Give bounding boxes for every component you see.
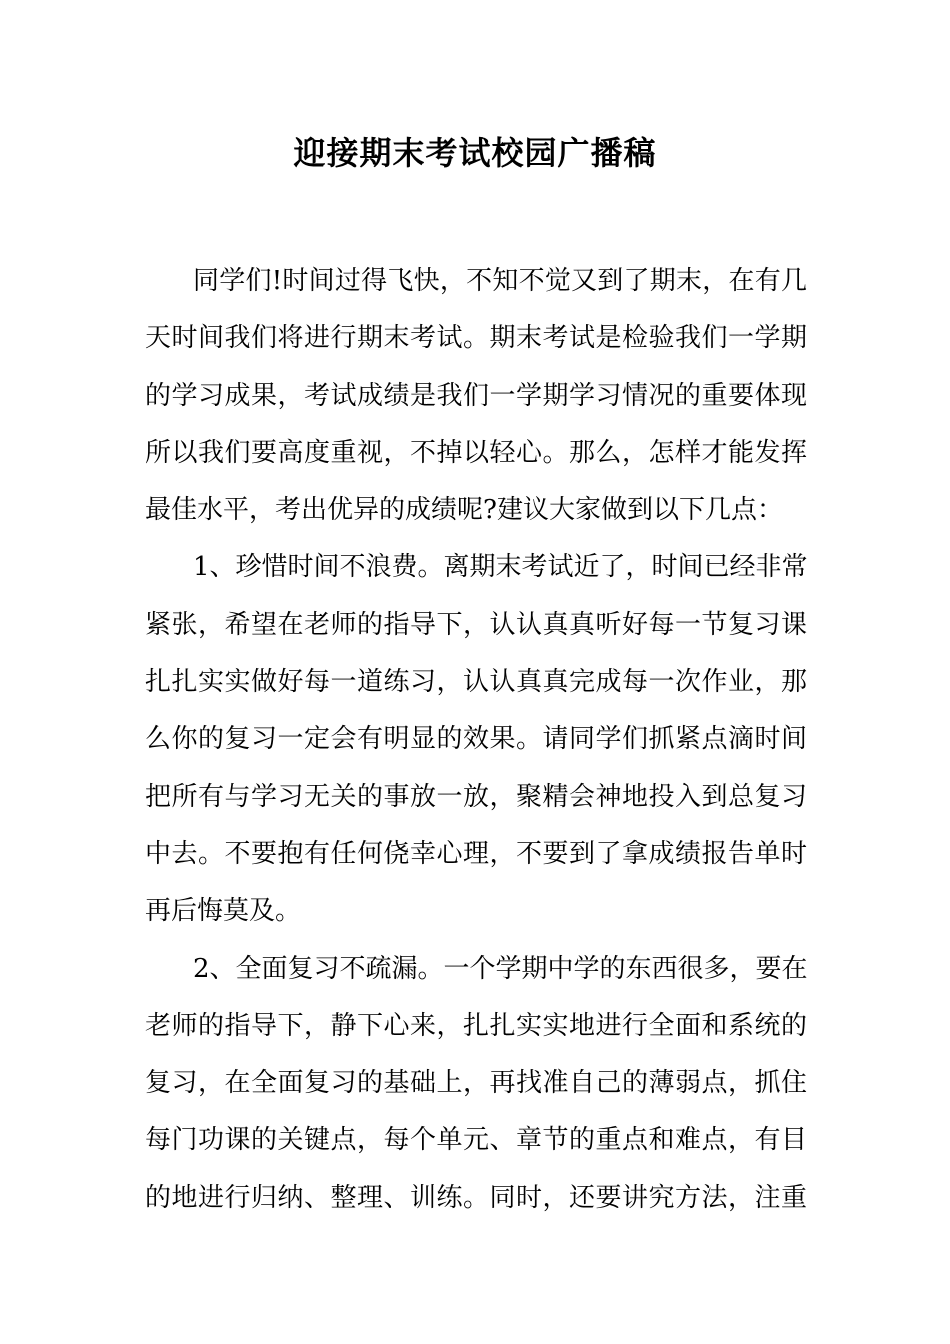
text-line: 么你的复习一定会有明显的效果。请同学们抓紧点滴时间 (145, 724, 807, 755)
text-line: 2、全面复习不疏漏。一个学期中学的东西很多，要在 (193, 953, 808, 984)
text-line: 同学们!时间过得飞快，不知不觉又到了期末，在有几 (193, 266, 807, 296)
text-line: 复习，在全面复习的基础上，再找准自己的薄弱点，抓住 (145, 1068, 807, 1099)
text-line: 中去。不要抱有任何侥幸心理，不要到了拿成绩报告单时 (145, 838, 807, 869)
text-line: 扎扎实实做好每一道练习，认认真真完成每一次作业，那 (145, 667, 807, 698)
text-line: 每门功课的关键点，每个单元、章节的重点和难点，有目 (145, 1125, 807, 1156)
text-line: 1、珍惜时间不浪费。离期末考试近了，时间已经非常 (193, 552, 808, 583)
text-line: 所以我们要高度重视，不掉以轻心。那么，怎样才能发挥 (145, 437, 807, 468)
text-line: 最佳水平，考出优异的成绩呢?建议大家做到以下几点： (145, 495, 783, 526)
document-title: 迎接期末考试校园广播稿 (293, 134, 657, 172)
text-line: 紧张，希望在老师的指导下，认认真真听好每一节复习课 (145, 609, 807, 640)
text-line: 老师的指导下，静下心来，扎扎实实地进行全面和系统的 (145, 1010, 807, 1041)
text-line: 的地进行归纳、整理、训练。同时，还要讲究方法，注重 (145, 1182, 807, 1213)
text-line: 把所有与学习无关的事放一放，聚精会神地投入到总复习 (145, 781, 807, 812)
document-body (145, 253, 807, 1227)
text-line: 天时间我们将进行期末考试。期末考试是检验我们一学期 (145, 323, 807, 354)
text-line: 再后悔莫及。 (145, 896, 302, 927)
text-line: 的学习成果，考试成绩是我们一学期学习情况的重要体现 (145, 380, 807, 411)
